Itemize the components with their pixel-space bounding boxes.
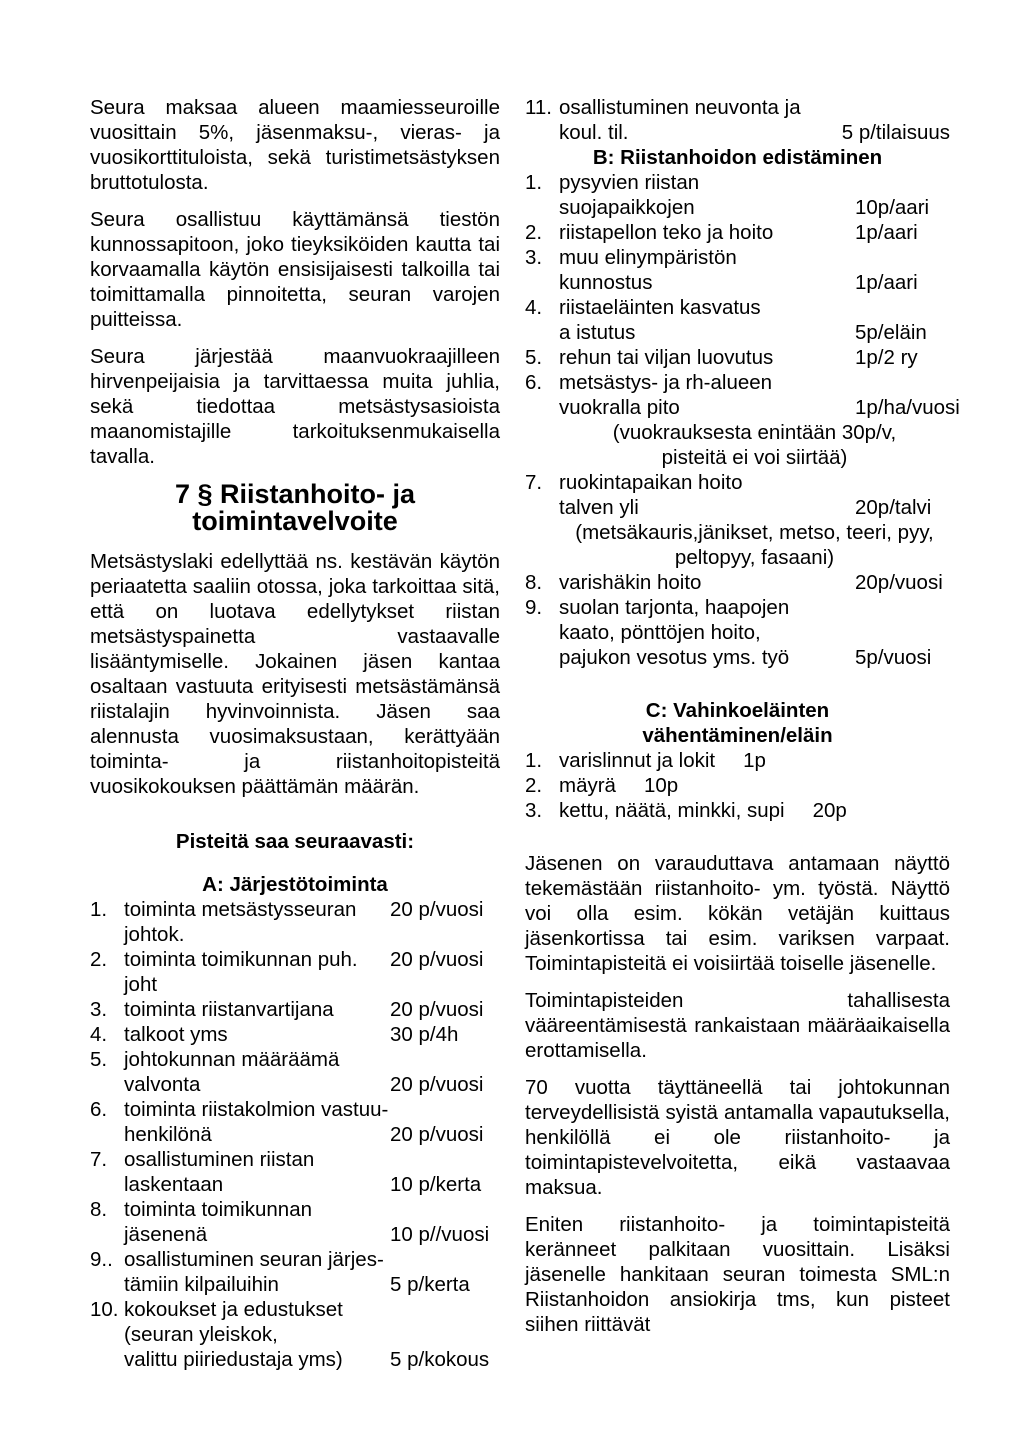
list-number: 1. bbox=[525, 749, 543, 772]
list-text: suojapaikkojen bbox=[559, 196, 695, 219]
list-number: 3. bbox=[90, 998, 108, 1021]
list-text: toiminta riistakolmion vastuu- bbox=[124, 1098, 389, 1121]
section-title: 7 § Riistanhoito- ja toimintavelvoite bbox=[174, 479, 416, 536]
list-item bbox=[90, 1147, 500, 1197]
list-text: a istutus bbox=[559, 321, 636, 344]
list-item bbox=[525, 570, 950, 595]
paragraph-fees: Seura maksaa alueen maamiesseuroille vuosittain 5%, jäsenmaksu-, vieras- ja vuosikorttituloista, sekä turistimetsästyksen bruttotulosta. bbox=[90, 96, 500, 194]
list-text: kunnostus bbox=[559, 271, 653, 294]
list-number: 2. bbox=[525, 221, 543, 244]
list-points: 5p/vuosi bbox=[855, 646, 932, 669]
list-points: 20p/talvi bbox=[855, 496, 932, 519]
list-text: riistapellon teko ja hoito bbox=[559, 221, 774, 244]
list-points: 10p/aari bbox=[855, 196, 930, 219]
list-number: 2. bbox=[525, 774, 543, 797]
list-text: pajukon vesotus yms. työ bbox=[559, 646, 790, 669]
list-item bbox=[90, 1047, 500, 1097]
list-points: 5 p/kerta bbox=[390, 1273, 470, 1296]
list-points: 1p/aari bbox=[855, 221, 918, 244]
list-text: kokoukset ja edustukset bbox=[124, 1298, 343, 1321]
list-points: 30 p/4h bbox=[390, 1023, 459, 1046]
list-points: 20 p/vuosi bbox=[390, 898, 484, 921]
left-column bbox=[90, 95, 500, 1372]
list-text: valittu piiriedustaja yms) bbox=[124, 1348, 343, 1371]
list-number: 5. bbox=[525, 346, 543, 369]
list-text: riistaeläinten kasvatus bbox=[559, 296, 761, 319]
list-item bbox=[525, 370, 960, 420]
list-text: kettu, näätä, minkki, supi bbox=[559, 799, 785, 822]
paragraph-obligation: Metsästyslaki edellyttää ns. kestävän käytön periaatetta saaliin otossa, joka tarkoittaa sitä, että on luotava edellytykset riistan metsästyspainetta vastaavalle lisääntymiselle. Jokainen jäsen kantaa osaltaan vastuuta erityisesti metsästämänsä riistalajin hyvinvoinnista. Jäsen saa alennusta vuosimaksustaan, kerättyään toiminta- ja riistanhoitopisteitä vuosikokouksen päättämän määrän. bbox=[90, 550, 500, 798]
list-number: 5. bbox=[90, 1048, 108, 1071]
list-points: 20 p/vuosi bbox=[390, 998, 484, 1021]
list-points: 20p/vuosi bbox=[855, 571, 943, 594]
list-item bbox=[525, 595, 950, 670]
list-number: 6. bbox=[90, 1098, 108, 1121]
b-heading: B: Riistanhoidon edistäminen bbox=[592, 146, 883, 169]
list-text: vuokralla pito bbox=[559, 396, 680, 419]
paragraph-exemption: 70 vuotta täyttäneellä tai johtokunnan terveydellisistä syistä antamalla vapautuksella, henkilöllä ei ole riistanhoito- ja toimintapistevelvoitetta, eikä vastaavaa maksua. bbox=[525, 1076, 950, 1199]
b-list bbox=[525, 170, 960, 670]
list-note: pisteitä ei voi siirtää) bbox=[661, 446, 848, 469]
list-text: osallistuminen riistan bbox=[124, 1148, 315, 1171]
list-points: 10 p/kerta bbox=[390, 1173, 482, 1196]
list-item bbox=[525, 170, 950, 220]
points-heading: Pisteitä saa seuraavasti: bbox=[175, 830, 415, 853]
paragraph-awards: Eniten riistanhoito- ja toimintapisteitä keränneet palkitaan vuosittain. Lisäksi jäsenelle hankitaan seuran toimesta SML:n Riistanhoidon ansiokirja tms, kun pisteet siihen riittävät bbox=[525, 1213, 950, 1336]
list-item bbox=[525, 345, 950, 370]
list-number: 1. bbox=[90, 898, 108, 921]
c-heading: C: Vahinkoeläinten vähentäminen/eläin bbox=[642, 699, 833, 747]
list-item bbox=[90, 1247, 500, 1297]
list-number: 4. bbox=[525, 296, 543, 319]
list-text: varishäkin hoito bbox=[559, 571, 702, 594]
list-item-a11: 11. osallistuminen neuvonta ja koul. til. 5 p/tilaisuus bbox=[525, 96, 950, 144]
a-heading: A: Järjestötoiminta bbox=[202, 873, 388, 896]
list-item bbox=[90, 1197, 500, 1247]
list-number: 1. bbox=[525, 171, 543, 194]
list-item bbox=[525, 798, 950, 823]
list-note: peltopyy, fasaani) bbox=[674, 546, 835, 569]
list-number: 8. bbox=[90, 1198, 108, 1221]
list-number: 2. bbox=[90, 948, 108, 971]
list-text: toiminta metsästysseuran johtok. bbox=[124, 898, 357, 946]
list-number: 6. bbox=[525, 371, 543, 394]
list-text: mäyrä bbox=[559, 774, 616, 797]
list-text: rehun tai viljan luovutus bbox=[559, 346, 774, 369]
list-text: muu elinympäristön bbox=[559, 246, 737, 269]
list-number: 7. bbox=[525, 471, 543, 494]
paragraph-proof: Jäsenen on varauduttava antamaan näyttö tekemästään riistanhoito- ym. työstä. Näyttö voi olla esim. kökän vetäjän kuittaus jäsenkortissa tai esim. variksen varpaat. Toimintapisteitä ei voisiirtää toiselle jäsenelle. bbox=[525, 852, 950, 975]
list-item bbox=[90, 947, 500, 997]
list-item bbox=[525, 295, 950, 345]
list-points: 10 p//vuosi bbox=[390, 1223, 490, 1246]
list-points: 5p/eläin bbox=[855, 321, 927, 344]
list-points: 20 p/vuosi bbox=[390, 1123, 484, 1146]
paragraph-events: Seura järjestää maanvuokraajilleen hirvenpeijaisia ja tarvittaessa muita juhlia, sekä tiedottaa metsästysasioista maanomistajille tarkoituksenmukaisella tavalla. bbox=[90, 345, 500, 468]
list-number: 3. bbox=[525, 799, 543, 822]
right-column bbox=[525, 95, 960, 1349]
list-text: metsästys- ja rh-alueen bbox=[559, 371, 773, 394]
list-text: pysyvien riistan bbox=[559, 171, 700, 194]
c-list bbox=[525, 748, 950, 823]
list-points: 1p/ha/vuosi bbox=[855, 396, 960, 419]
list-item bbox=[525, 220, 950, 245]
paragraph-penalty: Toimintapisteiden tahallisesta vääreentämisestä rankaistaan määräaikaisella erottamisella. bbox=[525, 989, 950, 1062]
list-text: talven yli bbox=[559, 496, 639, 519]
list-points: 20p bbox=[812, 799, 847, 822]
list-note: (vuokrauksesta enintään 30p/v, bbox=[612, 421, 897, 444]
list-points: 20 p/vuosi bbox=[390, 948, 484, 971]
a-list bbox=[90, 897, 500, 1372]
paragraph-roads: Seura osallistuu käyttämänsä tiestön kunnossapitoon, joko tieyksiköiden kautta tai korvaamalla käytön ensisijaisesti talkoilla tai toimittamalla pinnoitetta, seuran varojen puitteissa. bbox=[90, 208, 500, 331]
list-points: 1p/2 ry bbox=[855, 346, 918, 369]
list-item bbox=[90, 1097, 500, 1147]
list-points: 20 p/vuosi bbox=[390, 1073, 484, 1096]
list-text: kaato, pönttöjen hoito, bbox=[559, 621, 761, 644]
list-points: 1p bbox=[743, 749, 766, 772]
list-number: 10. bbox=[90, 1298, 119, 1321]
list-number: 4. bbox=[90, 1023, 108, 1046]
list-item bbox=[90, 997, 500, 1022]
list-text: toiminta toimikunnan puh. joht bbox=[124, 948, 358, 996]
list-text: laskentaan bbox=[124, 1173, 224, 1196]
list-item bbox=[90, 1297, 500, 1372]
list-text: johtokunnan määräämä bbox=[124, 1048, 340, 1071]
list-text: tämiin kilpailuihin bbox=[124, 1273, 279, 1296]
list-text: varislinnut ja lokit bbox=[559, 749, 716, 772]
list-text: jäsenenä bbox=[124, 1223, 208, 1246]
list-item bbox=[525, 748, 950, 773]
list-text: toiminta riistanvartijana bbox=[124, 998, 334, 1021]
list-item bbox=[525, 245, 950, 295]
list-text: (seuran yleiskok, bbox=[124, 1323, 278, 1346]
list-note: (metsäkauris,jänikset, metso, teeri, pyy, bbox=[575, 521, 934, 544]
list-number: 7. bbox=[90, 1148, 108, 1171]
list-text: talkoot yms bbox=[124, 1023, 228, 1046]
list-text: henkilönä bbox=[124, 1123, 212, 1146]
list-text: suolan tarjonta, haapojen bbox=[559, 596, 790, 619]
list-item bbox=[525, 470, 950, 520]
list-item bbox=[525, 773, 950, 798]
list-text: ruokintapaikan hoito bbox=[559, 471, 743, 494]
list-number: 9. bbox=[525, 596, 543, 619]
list-text: valvonta bbox=[124, 1073, 201, 1096]
list-text: osallistuminen seuran järjes- bbox=[124, 1248, 384, 1271]
list-points: 10p bbox=[643, 774, 679, 797]
list-number: 8. bbox=[525, 571, 543, 594]
list-number: 3. bbox=[525, 246, 543, 269]
list-points: 5 p/kokous bbox=[390, 1348, 490, 1371]
list-points: 1p/aari bbox=[855, 271, 918, 294]
list-number: 9.. bbox=[90, 1248, 113, 1271]
list-item bbox=[90, 1022, 500, 1047]
list-item bbox=[90, 897, 500, 947]
list-text: toiminta toimikunnan bbox=[124, 1198, 313, 1221]
